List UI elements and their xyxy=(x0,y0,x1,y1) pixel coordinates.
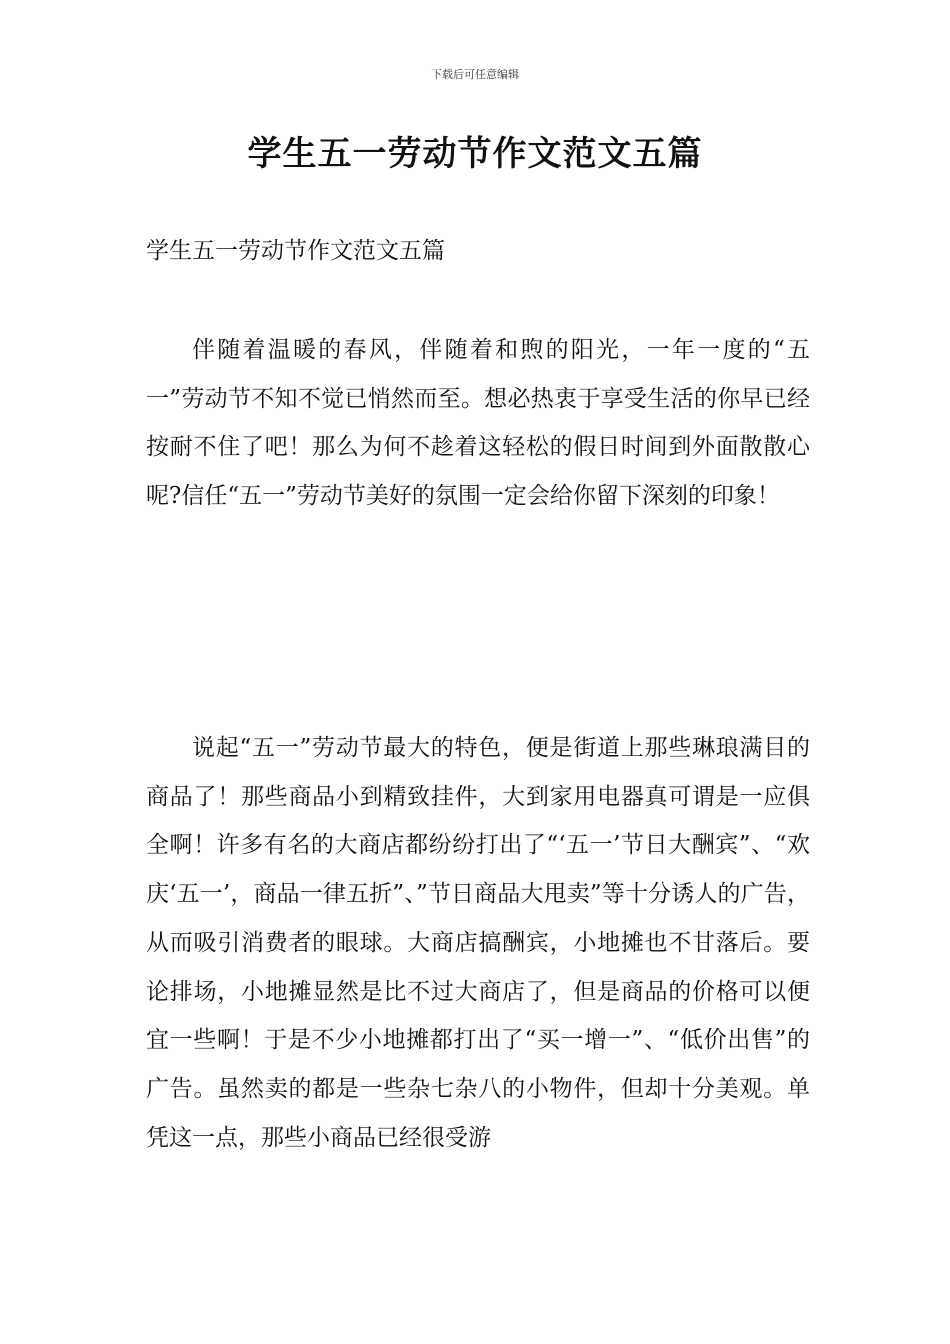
document-title: 学生五一劳动节作文范文五篇 xyxy=(247,134,703,174)
paragraph: 伴随着温暖的春风，伴随着和煦的阳光，一年一度的“五一”劳动节不知不觉已悄然而至。想必热衷于享受生活的你早已经按耐不住了吧！那么为何不趁着这轻松的假日时间到外面散散心呢?信任“五一”劳动节美好的氛围一定会给你留下深刻的印象！ xyxy=(146,337,810,510)
document-subtitle: 学生五一劳动节作文范文五篇 xyxy=(146,238,445,264)
paragraph: 说起“五一”劳动节最大的特色，便是街道上那些琳琅满目的商品了！那些商品小到精致挂件，大到家用电器真可谓是一应俱全啊！许多有名的大商店都纷纷打出了“‘五一’节日大酬宾”、“欢庆‘五一’，商品一律五折”、”节日商品大甩卖”等十分诱人的广告，从而吸引消费者的眼球。大商店搞酬宾，小地摊也不甘落后。要论排场，小地摊显然是比不过大商店了，但是商品的价格可以便宜一些啊！于是不少小地摊都打出了“买一增一”、“低价出售”的广告。虽然卖的都是一些杂七杂八的小物件，但却十分美观。单凭这一点，那些小商品已经很受游 xyxy=(146,735,810,1151)
header-note: 下载后可任意编辑 xyxy=(431,68,519,81)
